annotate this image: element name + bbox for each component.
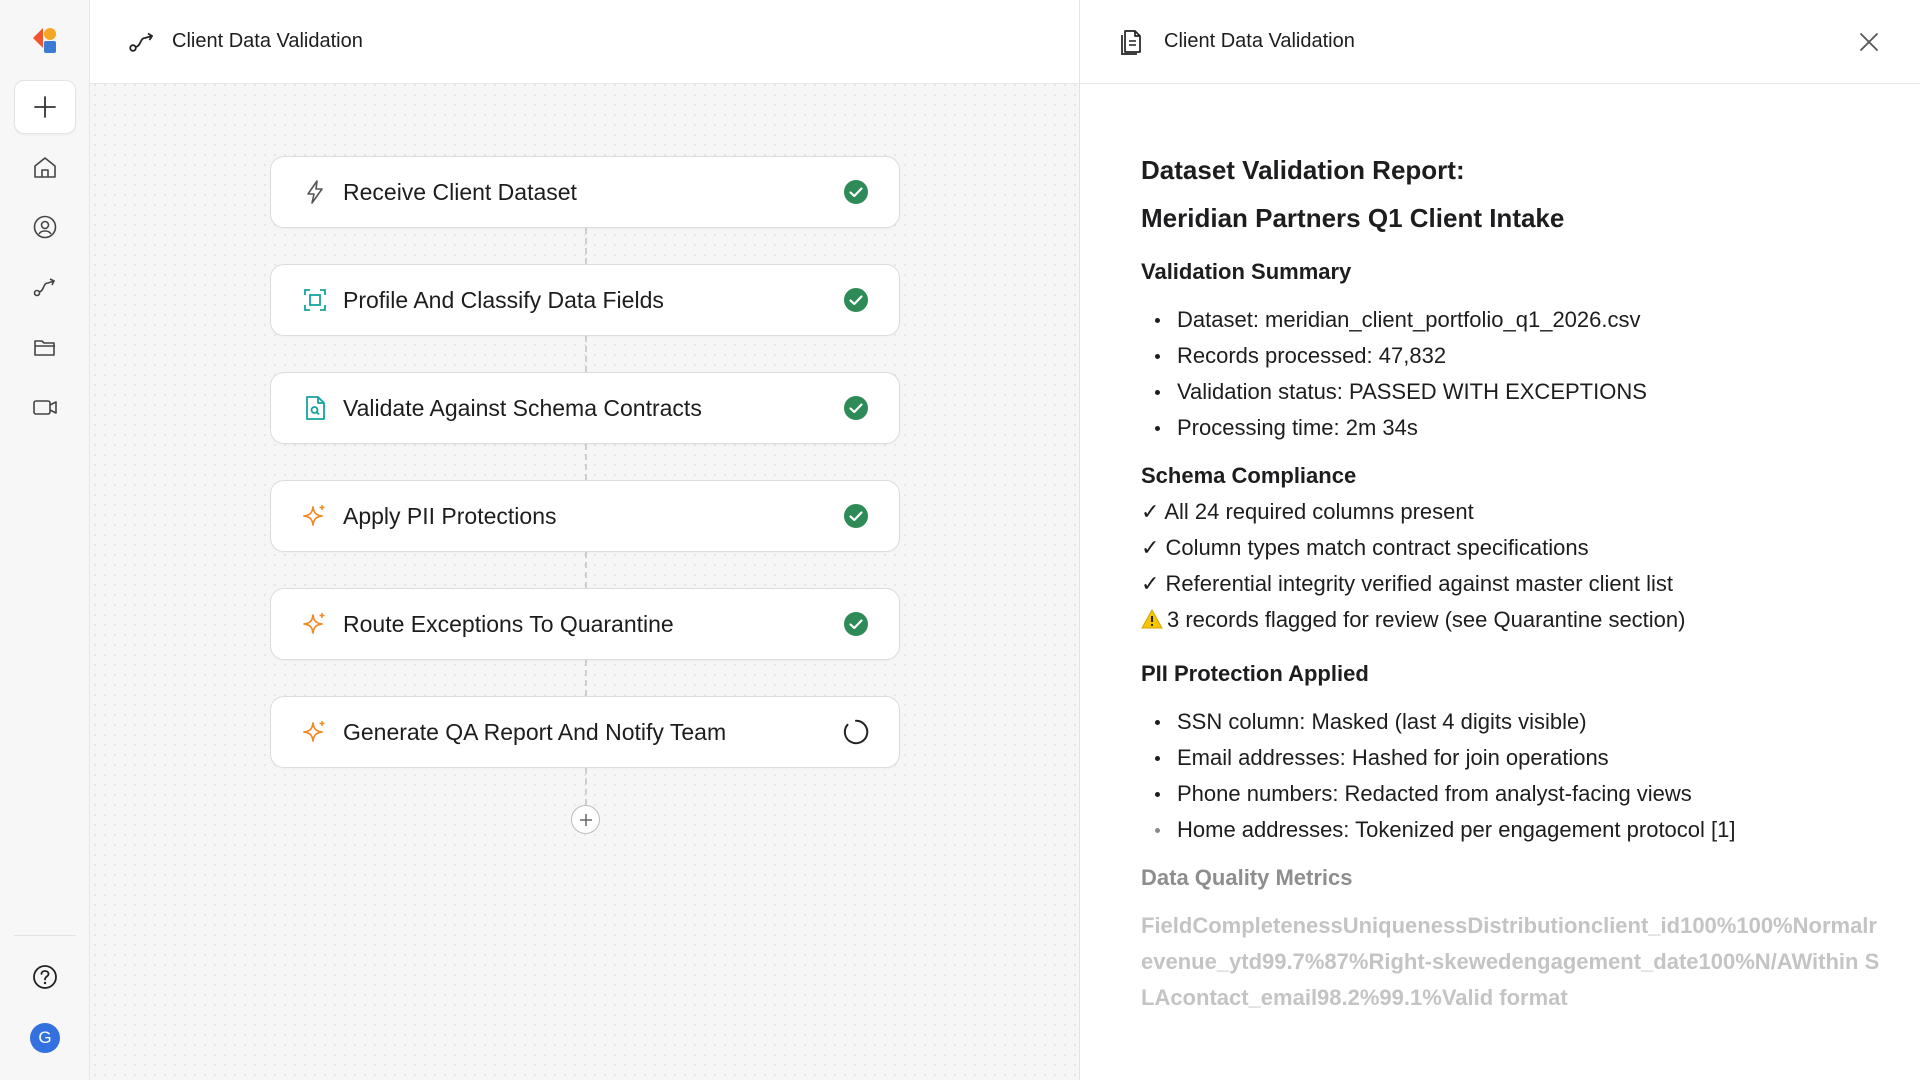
workflow-step[interactable] [270,372,900,444]
avatar[interactable]: G [30,1023,60,1053]
list-item: Records processed: 47,832 [1141,338,1881,374]
section-heading: Schema Compliance [1141,463,1357,488]
section-heading: PII Protection Applied [1141,661,1369,686]
connector [585,552,587,588]
recordings-button[interactable] [14,380,76,434]
sidebar-divider [14,935,76,936]
step-label: Profile And Classify Data Fields [343,286,664,313]
sparkle-icon [301,718,329,746]
check-circle-icon [843,179,869,205]
files-button[interactable] [14,320,76,374]
warning-text: 3 records flagged for review (see Quarantine section) [1167,607,1686,632]
workflow-icon [126,26,158,58]
connector [585,660,587,696]
folder-icon [31,333,59,361]
canvas-header [90,0,1079,84]
home-icon [31,153,59,181]
help-button[interactable] [14,950,76,1004]
sparkle-icon [301,502,329,530]
plus-icon [578,812,594,828]
check-circle-icon [843,287,869,313]
panel-title: Client Data Validation [1164,30,1355,52]
connector [585,228,587,264]
workflow-icon [31,273,59,301]
list-item: Phone numbers: Redacted from analyst-facing views [1141,776,1881,812]
check-circle-icon [843,503,869,529]
sidebar [0,0,90,1080]
list-item: Home addresses: Tokenized per engagement protocol [1] [1141,812,1881,848]
home-button[interactable] [14,140,76,194]
report-title: Dataset Validation Report: [1141,155,1465,185]
check-line: ✓ Referential integrity verified against master client list [1141,571,1673,596]
step-label: Receive Client Dataset [343,178,577,205]
workflow-step[interactable] [270,264,900,336]
video-camera-icon [31,393,59,421]
new-button[interactable] [14,80,76,134]
add-step-button[interactable] [571,805,600,834]
workflow-canvas [90,0,1079,1080]
workflow-step[interactable] [270,696,900,768]
step-label: Generate QA Report And Notify Team [343,718,727,745]
check-circle-icon [843,611,869,637]
report-content [1141,146,1881,1016]
step-label: Validate Against Schema Contracts [343,394,702,421]
plus-icon [31,93,59,121]
user-circle-icon [31,213,59,241]
loading-spinner-icon [843,719,869,745]
sparkle-icon [301,610,329,638]
summary-list [1141,302,1881,446]
check-line: ✓ Column types match contract specifications [1141,535,1589,560]
workflow-step[interactable] [270,588,900,660]
workflow-step[interactable] [270,480,900,552]
close-icon[interactable] [1855,28,1883,56]
list-item: SSN column: Masked (last 4 digits visible) [1141,704,1881,740]
scan-icon [301,286,329,314]
help-icon [31,963,59,991]
list-item: Dataset: meridian_client_portfolio_q1_2026.csv [1141,302,1881,338]
check-circle-icon [843,395,869,421]
connector [585,444,587,480]
check-line: ✓ All 24 required columns present [1141,499,1474,524]
list-item: Processing time: 2m 34s [1141,410,1881,446]
section-heading: Data Quality Metrics [1141,865,1353,890]
warning-line [1141,602,1881,638]
report-panel [1079,0,1920,1080]
workflows-button[interactable] [14,260,76,314]
workflow-step[interactable] [270,156,900,228]
step-label: Route Exceptions To Quarantine [343,610,674,637]
app-logo[interactable] [29,24,61,56]
panel-header [1080,0,1920,84]
step-label: Apply PII Protections [343,502,557,529]
document-search-icon [301,394,329,422]
bolt-icon [301,178,329,206]
list-item: Email addresses: Hashed for join operations [1141,740,1881,776]
quality-metrics-text: FieldCompletenessUniquenessDistributionclient_id100%100%Normalrevenue_ytd99.7%87%Right-skewedengagement_date100%N/AWithin SLAcontact_email98.2%99.1%Valid format [1141,913,1880,1010]
connector [585,768,587,805]
report-subtitle: Meridian Partners Q1 Client Intake [1141,203,1565,233]
document-icon [1118,28,1144,56]
connector [585,336,587,372]
pii-list [1141,704,1881,848]
section-heading: Validation Summary [1141,259,1352,284]
warning-icon [1141,609,1163,629]
workflow-title: Client Data Validation [172,30,363,52]
list-item: Validation status: PASSED WITH EXCEPTIONS [1141,374,1881,410]
profile-button[interactable] [14,200,76,254]
